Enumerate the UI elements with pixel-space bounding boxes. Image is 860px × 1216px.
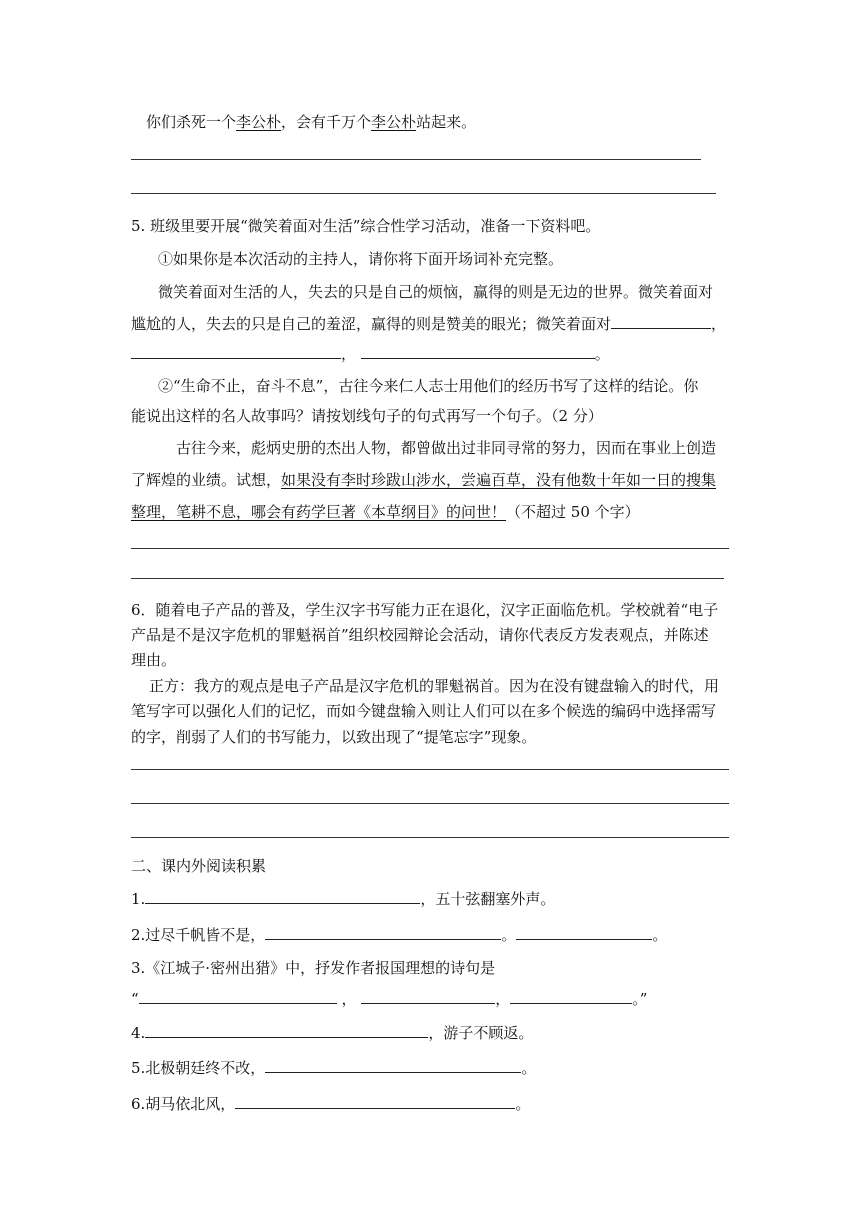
q6-answer-line-2[interactable] — [131, 803, 729, 804]
item-6-period: 。 — [515, 1095, 531, 1113]
item-2-blank-2[interactable] — [516, 925, 652, 940]
q5-para-line-3 — [131, 344, 610, 364]
q5-sub2-line-2: 能说出这样的名人故事吗？请按划线句子的句式再写一个句子。（2 分） — [131, 407, 603, 425]
q5-answer-line-1[interactable] — [131, 548, 729, 549]
q5-para-line-2-text: 尴尬的人，失去的只是自己的羞涩，赢得的则是赞美的眼光；微笑着面对 — [131, 315, 612, 333]
q4-text-3: 站起来。 — [416, 113, 477, 131]
recite-item-5 — [131, 1058, 536, 1078]
q6-line-2: 产品是不是汉字危机的罪魁祸首”组织校园辩论会活动，请你代表反方发表观点，并陈述 — [131, 626, 709, 644]
item-3-blank-1[interactable] — [139, 989, 337, 1004]
recite-item-6 — [131, 1094, 530, 1114]
q5-answer-line-2[interactable] — [131, 578, 724, 579]
recite-item-4 — [131, 1023, 533, 1043]
q5-para-line-3-comma: ， — [341, 345, 357, 363]
q5-para-line-2-comma: ， — [711, 315, 727, 333]
q5-example-line-3 — [131, 502, 640, 522]
item-1-number: 1. — [131, 890, 146, 908]
item-6-blank[interactable] — [235, 1094, 515, 1109]
item-3-blank-3[interactable] — [510, 989, 632, 1004]
item-3-close-quote: 。” — [632, 990, 648, 1008]
q5-sub1: ①如果你是本次活动的主持人，请你将下面开场词补充完整。 — [158, 250, 564, 268]
q6-answer-line-1[interactable] — [131, 769, 729, 770]
q5-blank-2[interactable] — [131, 344, 341, 359]
item-2-blank-1[interactable] — [265, 925, 501, 940]
item-2-period-2: 。 — [652, 926, 668, 944]
q5-para-line-2 — [131, 314, 726, 334]
q5-para-line-3-period: 。 — [594, 345, 610, 363]
item-2-text: 2.过尽千帆皆不是， — [131, 926, 266, 944]
q6-line-1: 6．随着电子产品的普及，学生汉字书写能力正在退化，汉字正面临危机。学校就着“电子 — [131, 601, 719, 619]
q6-pro-line-3: 的字，削弱了人们的书写能力，以致出现了“提笔忘字”现象。 — [131, 728, 537, 746]
item-4-text: ，游子不顾返。 — [428, 1024, 534, 1042]
q4-answer-line-1[interactable] — [131, 159, 701, 160]
recite-item-2 — [131, 925, 667, 945]
item-5-period: 。 — [521, 1059, 537, 1077]
q5-example-line-1: 古往今来，彪炳史册的杰出人物，都曾做出过非同寻常的努力，因而在事业上创造 — [176, 439, 717, 457]
q5-example-line-2 — [131, 470, 716, 490]
recite-item-3-prompt: 3.《江城子·密州出猎》中，抒发作者报国理想的诗句是 — [131, 959, 496, 977]
q4-name-1: 李公朴 — [236, 113, 282, 131]
item-4-blank[interactable] — [145, 1023, 428, 1038]
q5-example-underlined-2: 整理，笔耕不息，哪会有药学巨著《本草纲目》的问世！ — [131, 503, 507, 521]
section2-heading: 二、课内外阅读积累 — [131, 857, 267, 875]
item-5-blank[interactable] — [265, 1058, 521, 1073]
q4-text-1: 你们杀死一个 — [146, 113, 237, 131]
item-5-text: 5.北极朝廷终不改， — [131, 1059, 266, 1077]
item-3-open-quote: “ — [131, 990, 139, 1008]
recite-item-1 — [131, 889, 555, 909]
q5-word-limit: （不超过 50 个字） — [506, 503, 640, 521]
q6-pro-line-2: 笔写字可以强化人们的记忆，而如今键盘输入则让人们可以在多个候选的编码中选择需写 — [131, 702, 717, 720]
q4-sentence — [146, 112, 476, 132]
item-2-period-1: 。 — [501, 926, 517, 944]
item-3-blank-2[interactable] — [361, 989, 495, 1004]
item-3-comma-1: ， — [341, 990, 357, 1008]
q5-para-line-1: 微笑着面对生活的人，失去的只是自己的烦恼，赢得的则是无边的世界。微笑着面对 — [158, 283, 714, 301]
recite-item-3-answer — [131, 989, 647, 1009]
q4-answer-line-2[interactable] — [131, 193, 716, 194]
item-3-comma-2: ， — [495, 990, 511, 1008]
q5-blank-1[interactable] — [611, 314, 711, 329]
q5-title: 5. 班级里要开展“微笑着面对生活”综合性学习活动，准备一下资料吧。 — [131, 217, 601, 235]
q5-example-line-2-text: 了辉煌的业绩。试想， — [131, 471, 282, 489]
item-1-text: ，五十弦翻塞外声。 — [420, 890, 556, 908]
q4-name-2: 李公朴 — [371, 113, 417, 131]
q5-sub2-line-1: ②“生命不止，奋斗不息”，古往今来仁人志士用他们的经历书写了这样的结论。你 — [158, 377, 699, 395]
q5-example-underlined-1: 如果没有李时珍跋山涉水，尝遍百草，没有他数十年如一日的搜集 — [281, 471, 717, 489]
q5-blank-3[interactable] — [361, 344, 595, 359]
q6-pro-line-1: 正方：我方的观点是电子产品是汉字危机的罪魁祸首。因为在没有键盘输入的时代，用 — [149, 677, 720, 695]
q4-text-2: ，会有千万个 — [281, 113, 372, 131]
item-4-number: 4. — [131, 1024, 146, 1042]
q6-line-3: 理由。 — [131, 651, 177, 669]
q6-answer-line-3[interactable] — [131, 837, 729, 838]
item-1-blank[interactable] — [145, 889, 420, 904]
item-6-text: 6.胡马依北风， — [131, 1095, 236, 1113]
